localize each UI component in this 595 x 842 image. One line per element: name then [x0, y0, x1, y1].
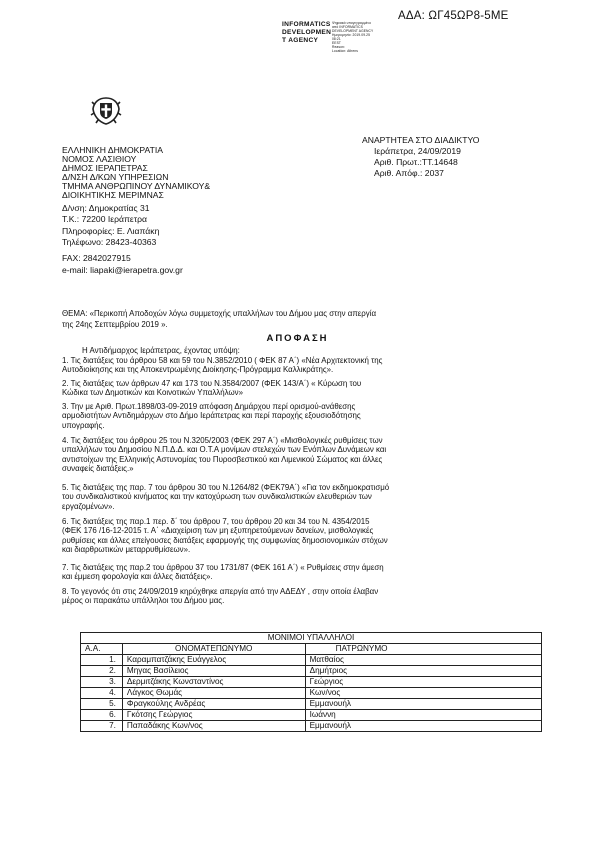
consideration-line: ρυθμίσεις και άλλες επείγουσες διατάξεις εφαρμογής της συμφωνίας δημοσιονομικών στόχων: [62, 535, 388, 545]
protocol-number: Αριθ. Πρωτ.:ΤΤ.14648: [374, 157, 458, 167]
stamp-detail: Location: Athens: [332, 49, 358, 53]
consideration-line: μέρος οι παρακάτω υπάλληλοι του Δήμου μας.: [62, 596, 225, 606]
employee-name: Γκότσης Γεώργιος: [122, 710, 305, 721]
stamp-line-2: DEVELOPMEN: [282, 29, 332, 36]
column-header: ΠΑΤΡΩΝΥΜΟ: [305, 644, 541, 655]
employees-table: [80, 632, 542, 732]
stamp-detail: από INFORMATICS: [332, 25, 363, 29]
employee-patronymic: Εμμανουήλ: [305, 721, 541, 732]
consideration-1: [62, 356, 536, 375]
row-number: 3.: [81, 677, 123, 688]
table-row: [81, 677, 542, 688]
consideration-line: 7. Τις διατάξεις της παρ.2 του άρθρου 37 του 1731/87 (ΦΕΚ 161 Α΄) « Ρυθμίσεις στην άμεση: [62, 563, 384, 572]
email-line: e-mail: liapaki@ierapetra.gov.gr: [62, 265, 183, 275]
consideration-line: και έμμεση φορολογία και άλλες διατάξεις».: [62, 572, 213, 582]
decision-number: Αριθ. Απόφ.: 2037: [374, 168, 444, 178]
employee-patronymic: Ιωάννη: [305, 710, 541, 721]
greek-coat-of-arms-icon: [90, 95, 122, 127]
consideration-line: 2. Τις διατάξεις των άρθρων 47 και 173 του Ν.3584/2007 (ΦΕΚ 143/Α΄) « Κύρωση του: [62, 379, 362, 388]
consideration-line: αρμοδιοτήτων Αντιδημάρχων στο Δήμο Ιεράπετρας και περί παροχής εξουσιοδότησης: [62, 411, 361, 421]
stamp-line-1: INFORMATICS: [282, 21, 331, 28]
table-header-row: [81, 644, 542, 655]
consideration-line: υπογραφής.: [62, 420, 105, 430]
row-number: 2.: [81, 666, 123, 677]
info-line: Πληροφορίες: Ε. Λιαπάκη: [62, 226, 160, 236]
column-header: Α.Α.: [81, 644, 123, 655]
employee-name: Παπαδάκης Κων/νος: [122, 721, 305, 732]
stamp-detail: Ημερομηνία: 2019.09.25: [332, 33, 371, 37]
consideration-2: [62, 379, 536, 398]
table-row: [81, 666, 542, 677]
postcode-line: Τ.Κ.: 72200 Ιεράπετρα: [62, 214, 147, 224]
consideration-line: αντιστοίχων της Ελληνικής Αστυνομίας του Πυροσβεστικού και Λιμενικού Σώματος και άλλες: [62, 454, 383, 464]
consideration-3: [62, 402, 536, 430]
consideration-line: και διαρθρωτικών μεταρρυθμίσεων».: [62, 544, 191, 554]
employee-name: Λάγκος Θωμάς: [122, 688, 305, 699]
stamp-detail: EEST: [332, 41, 342, 45]
table-title-row: [81, 633, 542, 644]
intro-line: Η Αντιδήμαρχος Ιεράπετρας, έχοντας υπόψη:: [82, 346, 240, 355]
ada-code: ΑΔΑ: ΩΓ45ΩΡ8-5ΜΕ: [398, 10, 509, 22]
consideration-6: [62, 517, 536, 554]
employee-name: Μηγας Βασίλειος: [122, 666, 305, 677]
consideration-line: 1. Τις διατάξεις του άρθρου 58 και 59 του Ν.3852/2010 ( ΦΕΚ 87 Α΄) «Νέα Αρχιτεκτονική της: [62, 356, 383, 365]
row-number: 5.: [81, 699, 123, 710]
consideration-line: 8. Το γεγονός ότι στις 24/09/2019 κηρύχθηκε απεργία από την ΑΔΕΔΥ , στην οποία έλαβαν: [62, 587, 379, 596]
consideration-line: 5. Τις διατάξεις της παρ. 7 του άρθρου 30 του Ν.1264/82 (ΦΕΚ79Α΄) «Για τον εκδημοκρατισμό: [62, 483, 390, 492]
document-title: ΑΠΟΦΑΣΗ: [266, 333, 329, 344]
consideration-5: [62, 483, 536, 511]
row-number: 1.: [81, 655, 123, 666]
employee-name: Καραμπατζάκης Ευάγγελος: [122, 655, 305, 666]
row-number: 4.: [81, 688, 123, 699]
employee-patronymic: Δημήτριος: [305, 666, 541, 677]
address-line: Δ/νση: Δημοκρατίας 31: [62, 203, 150, 213]
employee-name: Φραγκούλης Ανδρέας: [122, 699, 305, 710]
stamp-detail: 08:21: [332, 37, 341, 41]
table-title: ΜΟΝΙΜΟΙ ΥΠΑΛΛΗΛΟΙ: [81, 633, 542, 644]
row-number: 7.: [81, 721, 123, 732]
consideration-line: του συνδικαλιστικού κινήματος και την κατοχύρωση των συνδικαλιστικών ελευθεριών των: [62, 492, 372, 502]
org-line: ΔΗΜΟΣ ΙΕΡΑΠΕΤΡΑΣ: [62, 163, 148, 173]
consideration-line: Αυτοδιοίκησης και της Αποκεντρωμένης Διοίκησης-Πρόγραμμα Καλλικράτης».: [62, 365, 334, 375]
consideration-8: [62, 587, 536, 606]
place-date: Ιεράπετρα, 24/09/2019: [374, 146, 461, 156]
org-line: ΤΜΗΜΑ ΑΝΘΡΩΠΙΝΟΥ ΔΥΝΑΜΙΚΟΥ&: [62, 181, 211, 191]
org-line: ΔΙΟΙΚΗΤΙΚΗΣ ΜΕΡΙΜΝΑΣ: [62, 190, 164, 200]
employee-patronymic: Κων/νος: [305, 688, 541, 699]
consideration-4: [62, 436, 536, 473]
table-row: [81, 710, 542, 721]
consideration-line: συναφείς διατάξεις.»: [62, 463, 134, 473]
consideration-line: 4. Τις διατάξεις του άρθρου 25 του Ν.3205/2003 (ΦΕΚ 297 Α΄) «Μισθολογικές ρυθμίσεις των: [62, 436, 383, 445]
table-row: [81, 699, 542, 710]
org-line: ΕΛΛΗΝΙΚΗ ΔΗΜΟΚΡΑΤΙΑ: [62, 145, 163, 155]
phone-line: Τηλέφωνο: 28423-40363: [62, 237, 157, 247]
stamp-detail: DEVELOPMENT AGENCY: [332, 29, 374, 33]
consideration-line: εργαζομένων».: [62, 501, 115, 511]
employee-name: Δερμιτζάκης Κωνσταντίνος: [122, 677, 305, 688]
table-row: [81, 655, 542, 666]
employee-patronymic: Εμμανουήλ: [305, 699, 541, 710]
employee-patronymic: Γεώργιος: [305, 677, 541, 688]
fax-line: FAX: 2842027915: [62, 253, 131, 263]
subject-line: της 24ης Σεπτεμβρίου 2019 ».: [62, 320, 168, 329]
org-line: Δ/ΝΣΗ Δ/ΚΩΝ ΥΠΗΡΕΣΙΩΝ: [62, 172, 169, 182]
subject-line: ΘΕΜΑ: «Περικοπή Αποδοχών λόγω συμμετοχής υπαλλήλων του Δήμου μας στην απεργία: [62, 309, 377, 318]
column-header: ΟΝΟΜΑΤΕΠΩΝΥΜΟ: [122, 644, 305, 655]
consideration-7: [62, 563, 536, 582]
stamp-line-3: T AGENCY: [282, 37, 319, 44]
consideration-line: 3. Την με Αριθ. Πρωτ.1898/03-09-2019 απόφαση Δημάρχου περί ορισμού-ανάθεσης: [62, 402, 356, 411]
stamp-detail: Ψηφιακά υπογεγραμμένο: [332, 21, 372, 25]
consideration-line: υπαλλήλων του Δημοσίου Ν.Π.Δ.Δ. και Ο.Τ.Α μονίμων στελεχών των Ενόπλων Δυνάμεων και: [62, 445, 387, 455]
posting-notice: ΑΝΑΡΤΗΤΕΑ ΣΤΟ ΔΙΑΔΙΚΤΥΟ: [362, 135, 480, 145]
digital-signature-stamp: [282, 21, 412, 51]
consideration-line: Κώδικα των Δημοτικών και Κοινοτικών Υπαλλήλων»: [62, 388, 243, 398]
employee-patronymic: Ματθαίος: [305, 655, 541, 666]
org-line: ΝΟΜΟΣ ΛΑΣΙΘΙΟΥ: [62, 154, 137, 164]
consideration-line: 6. Τις διατάξεις της παρ.1 περ. δ΄ του άρθρου 7, του άρθρου 20 και 34 του Ν. 4354/2015: [62, 517, 370, 526]
row-number: 6.: [81, 710, 123, 721]
table-row: [81, 688, 542, 699]
stamp-detail: Reason:: [332, 45, 345, 49]
consideration-line: (ΦΕΚ 176 /16-12-2015 τ. Α΄ «Διαχείριση των μη εξυπηρετούμενων δανείων, μισθολογικές: [62, 526, 374, 536]
table-row: [81, 721, 542, 732]
